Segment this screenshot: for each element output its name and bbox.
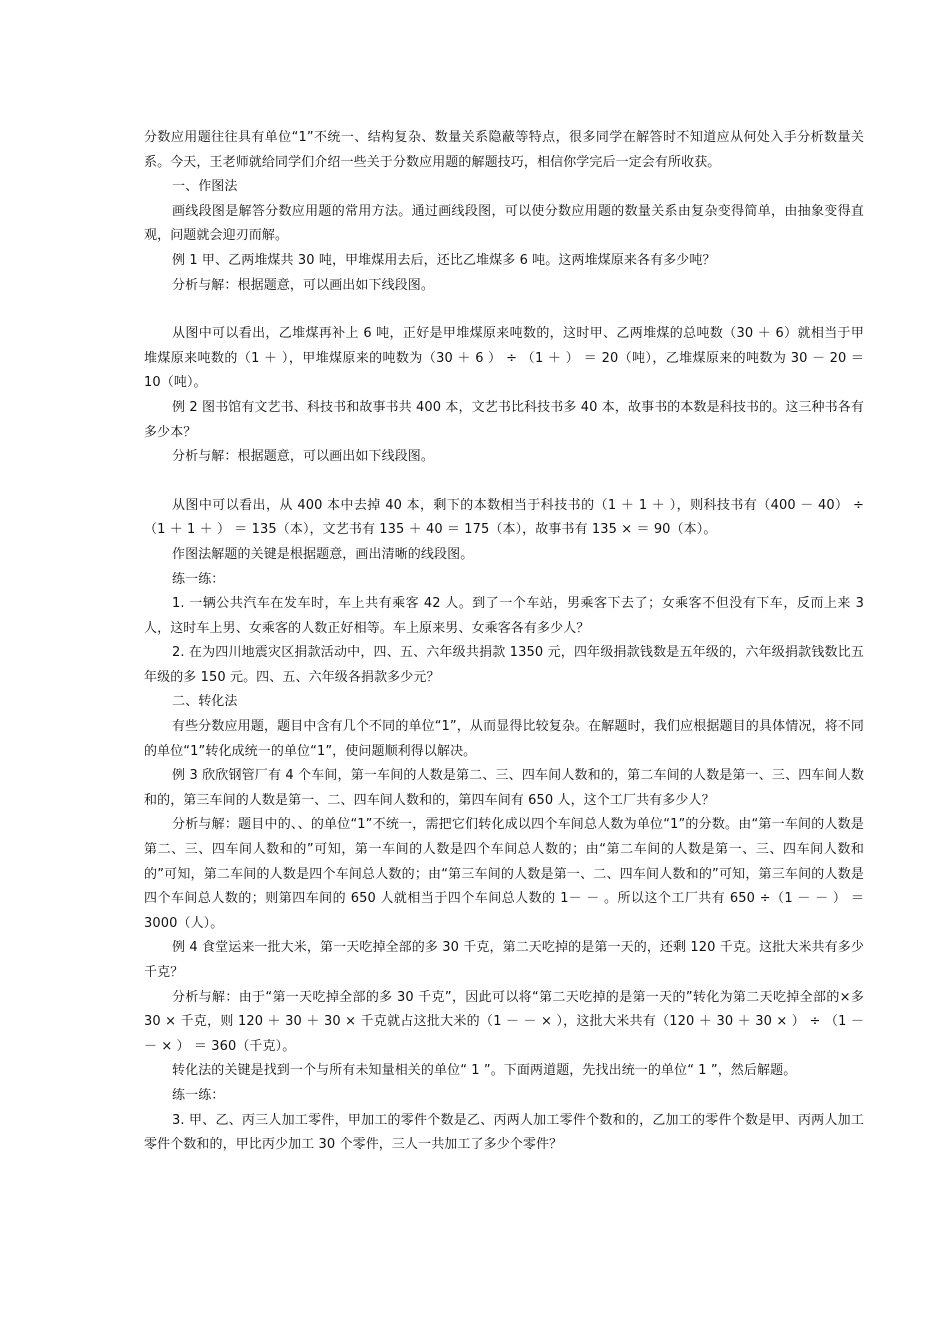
example-2-question: 例 2 图书馆有文艺书、科技书和故事书共 400 本，文艺书比科技书多 40 本，故事书的本数是科技书的。这三种书各有多少本？ — [144, 399, 864, 440]
example-1-analysis: 分析与解：根据题意，可以画出如下线段图。 — [172, 277, 435, 293]
section-1-intro: 画线段图是解答分数应用题的常用方法。通过画线段图，可以使分数应用题的数量关系由复杂变得简单，由抽象变得直观，问题就会迎刃而解。 — [144, 203, 864, 244]
practice-heading: 练一练： — [172, 571, 225, 587]
line-diagram-placeholder — [144, 470, 864, 494]
example-1-question: 例 1 甲、乙两堆煤共 30 吨，甲堆煤用去后，还比乙堆煤多 6 吨。这两堆煤原来各有多少吨？ — [172, 252, 716, 268]
practice-question-1: 1. 一辆公共汽车在发车时，车上共有乘客 42 人。到了一个车站，男乘客下去了；女乘客不但没有下车，反而上来 3 人，这时车上男、女乘客的人数正好相等。车上原来男、女乘客各有多少人？ — [144, 596, 864, 636]
line-diagram-placeholder — [144, 298, 864, 322]
example-3-question: 例 3 欣欣钢管厂有 4 个车间，第一车间的人数是第二、三、四车间人数和的，第二车间的人数是第一、三、四车间人数和的，第三车间的人数是第一、二、四车间人数和的，第四车间有 650 人，这个工厂共有多少人？ — [144, 768, 864, 808]
section-heading-conversion-method: 二、转化法 — [172, 694, 238, 710]
section-2-intro: 有些分数应用题，题目中含有几个不同的单位“1”，从而显得比较复杂。在解题时，我们应根据题目的具体情况，将不同的单位“1”转化成统一的单位“1”，使问题顺利得以解决。 — [144, 719, 864, 759]
example-4-analysis: 分析与解：由于“第一天吃掉全部的多 30 千克”，因此可以将“第二天吃掉的是第一天的”转化为第二天吃掉全部的×多 30 × 千克，则 120 ＋ 30 ＋ 30 × 千克就占这批大米的（1 － － × ），这批大米共有（120 ＋ 30 ＋ 30 × ） ÷ （1 － － × ） ＝ 360（千克）。 — [144, 989, 864, 1054]
intro-paragraph: 分数应用题往往具有单位“1”不统一、结构复杂、数量关系隐蔽等特点，很多同学在解答时不知道应从何处入手分析数量关系。今天，王老师就给同学们介绍一些关于分数应用题的解题技巧，相信你学完后一定会有所收获。 — [144, 130, 864, 170]
practice-heading: 练一练： — [172, 1087, 225, 1103]
example-1-solution: 从图中可以看出，乙堆煤再补上 6 吨，正好是甲堆煤原来吨数的，这时甲、乙两堆煤的总吨数（30 ＋ 6）就相当于甲堆煤原来吨数的（1 ＋ ），甲堆煤原来的吨数为（30 ＋ 6 ） ÷ （1 ＋ ） ＝ 20（吨），乙堆煤原来的吨数为 30 － 20 ＝ 10（吨）。 — [144, 326, 864, 391]
section-1-key-point: 作图法解题的关键是根据题意，画出清晰的线段图。 — [172, 546, 474, 562]
example-2-solution: 从图中可以看出，从 400 本中去掉 40 本，剩下的本数相当于科技书的（1 ＋ 1 ＋ ），则科技书有（400 － 40） ÷ （1 ＋ 1 ＋ ） ＝ 135（本），文艺书有 135 ＋ 40 ＝ 175（本），故事书有 135 × ＝ 90（本）。 — [144, 497, 864, 538]
example-3-analysis: 分析与解：题目中的、、的单位“1”不统一，需把它们转化成以四个车间总人数为单位“1”的分数。由“第一车间的人数是第二、三、四车间人数和的”可知，第一车间的人数是四个车间总人数的；由“第二车间的人数是第一、三、四车间人数和的”可知，第二车间的人数是四个车间总人数的；由“第三车间的人数是第一、二、四车间人数和的”可知，第三车间的人数是四个车间总人数的；则第四车间的 650 人就相当于四个车间总人数的 1－ － 。所以这个工厂共有 650 ÷（1 － － ） ＝3000（人）。 — [144, 817, 864, 931]
document-body — [144, 126, 864, 1158]
practice-question-3: 3. 甲、乙、丙三人加工零件，甲加工的零件个数是乙、丙两人加工零件个数和的，乙加工的零件个数是甲、丙两人加工零件个数和的，甲比丙少加工 30 个零件，三人一共加工了多少个零件？ — [144, 1112, 864, 1153]
practice-question-2: 2. 在为四川地震灾区捐款活动中，四、五、六年级共捐款 1350 元，四年级捐款钱数是五年级的，六年级捐款钱数比五年级的多 150 元。四、五、六年级各捐款多少元？ — [144, 645, 864, 685]
example-2-analysis: 分析与解：根据题意，可以画出如下线段图。 — [172, 449, 435, 465]
example-4-question: 例 4 食堂运来一批大米，第一天吃掉全部的多 30 千克，第二天吃掉的是第一天的，还剩 120 千克。这批大米共有多少千克？ — [144, 940, 864, 980]
section-2-key-point: 转化法的关键是找到一个与所有未知量相关的单位“ 1 ”。下面两道题，先找出统一的单位“ 1 ”，然后解题。 — [172, 1063, 797, 1079]
section-heading-drawing-method: 一、作图法 — [172, 179, 238, 195]
